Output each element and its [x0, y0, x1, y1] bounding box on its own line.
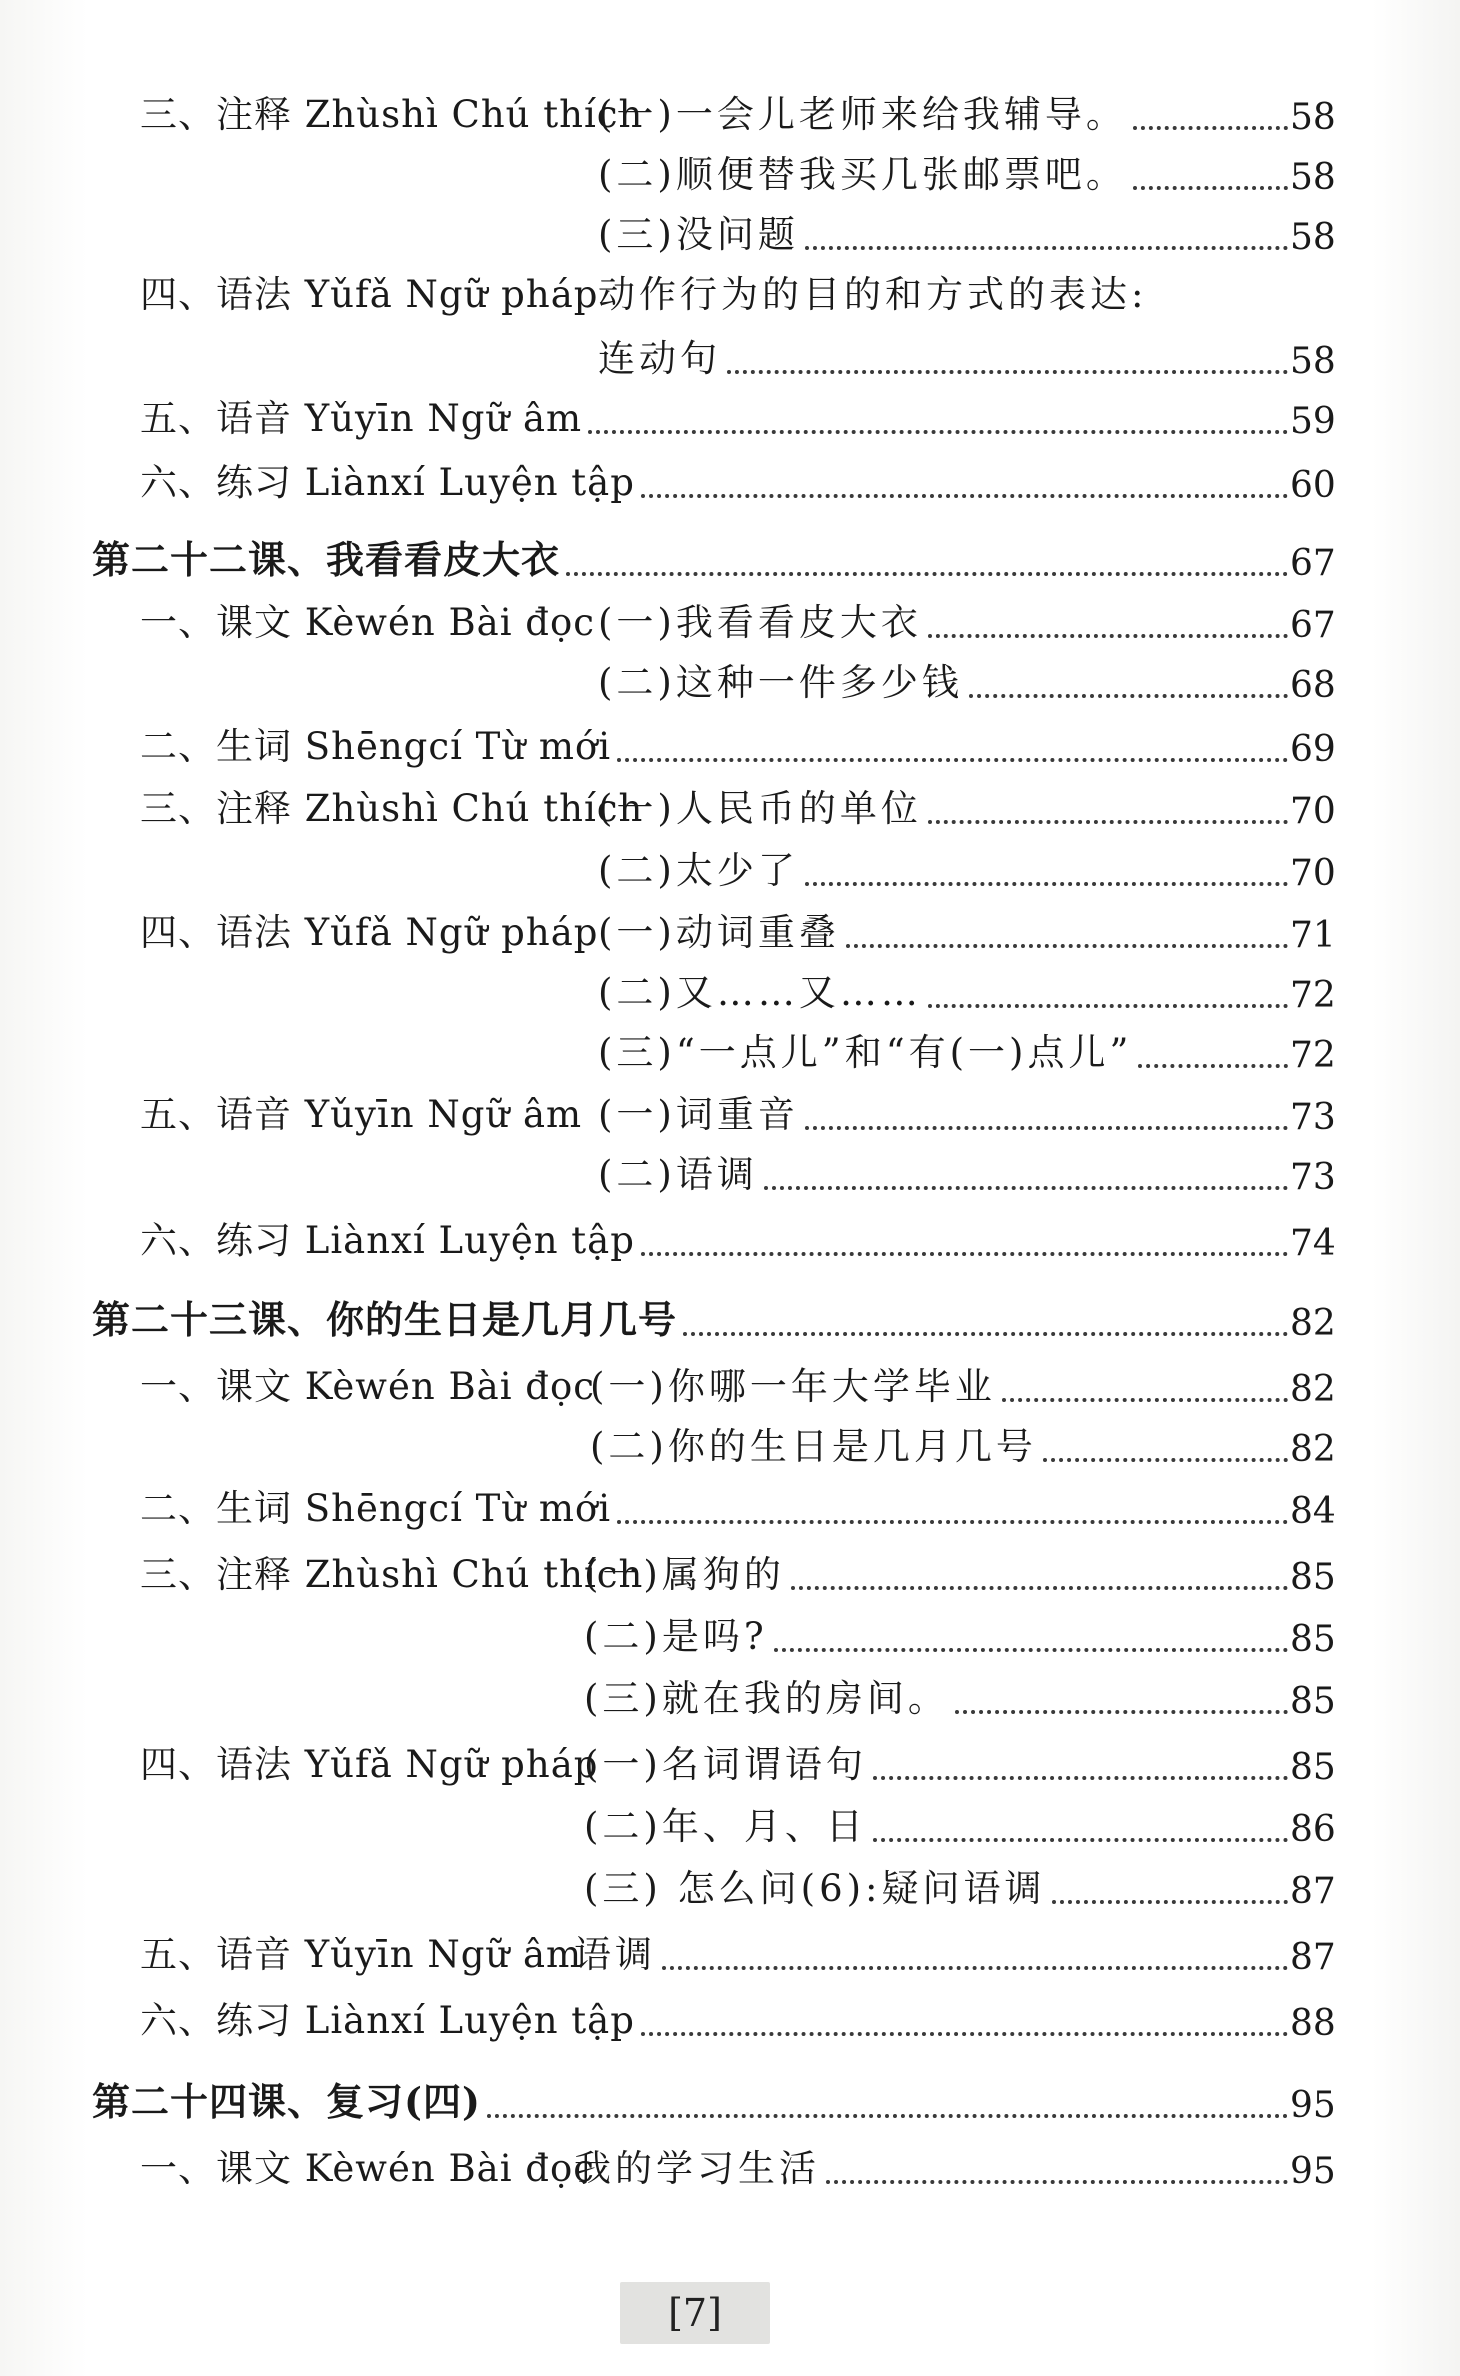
page-ref: 70 — [1290, 791, 1336, 832]
entry-title: (一)名词谓语句 — [584, 1743, 867, 1786]
entry-title: 动作行为的目的和方式的表达: — [598, 273, 1148, 316]
toc-entry-row — [0, 1364, 1460, 1420]
entry-title: (三)就在我的房间。 — [584, 1677, 949, 1720]
toc-entry-row — [0, 1152, 1460, 1208]
toc-entry-row — [0, 2146, 1460, 2202]
page-ref: 59 — [1290, 401, 1336, 442]
section-label: 三、注释 Zhùshì Chú thích — [140, 1553, 644, 1596]
toc-entry-row — [0, 1676, 1460, 1732]
toc-entry-row — [0, 152, 1460, 208]
page-ref: 60 — [1290, 465, 1336, 506]
dot-leader — [641, 494, 1288, 498]
page-ref: 95 — [1290, 2151, 1336, 2192]
entry-title: (二)你的生日是几月几号 — [590, 1425, 1037, 1468]
page-ref: 67 — [1290, 543, 1336, 584]
entry-title: (三)没问题 — [598, 213, 799, 256]
dot-leader — [791, 1586, 1288, 1590]
entry-title: (二)这种一件多少钱 — [598, 661, 963, 704]
page-ref: 69 — [1290, 729, 1336, 770]
dot-leader — [846, 944, 1288, 948]
page-ref: 87 — [1290, 1937, 1336, 1978]
page-ref: 72 — [1290, 975, 1336, 1016]
entry-title: (二)是吗? — [584, 1615, 768, 1658]
dot-leader — [1052, 1900, 1288, 1904]
toc-entry-row — [0, 92, 1460, 148]
toc-entry-row — [0, 1932, 1460, 1988]
page-ref: 58 — [1290, 341, 1336, 382]
dot-leader — [805, 246, 1288, 250]
entry-title: (一)我看看皮大衣 — [598, 601, 922, 644]
page-ref: 85 — [1290, 1681, 1336, 1722]
toc-entry-row — [0, 1804, 1460, 1860]
page-ref: 82 — [1290, 1303, 1336, 1344]
dot-leader — [774, 1648, 1288, 1652]
page-ref: 67 — [1290, 605, 1336, 646]
dot-leader — [928, 634, 1288, 638]
section-label: 二、生词 Shēngcí Từ mới — [140, 725, 612, 768]
toc-entry-row — [0, 970, 1460, 1026]
toc-entry-row — [0, 1486, 1460, 1542]
entry-title: (二)年、月、日 — [584, 1805, 867, 1848]
page-number-footer — [620, 2282, 770, 2344]
page-ref: 70 — [1290, 853, 1336, 894]
section-label: 五、语音 Yǔyīn Ngữ âm — [140, 1093, 583, 1136]
entry-title: (二)又……又…… — [598, 971, 922, 1014]
toc-entry-row — [0, 1030, 1460, 1086]
section-label: 四、语法 Yǔfǎ Ngữ pháp — [140, 1743, 599, 1786]
section-label: 四、语法 Yǔfǎ Ngữ pháp — [140, 911, 599, 954]
dot-leader — [1138, 1064, 1288, 1068]
section-label: 二、生词 Shēngcí Từ mới — [140, 1487, 612, 1530]
page-ref: 58 — [1290, 217, 1336, 258]
page-ref: 68 — [1290, 665, 1336, 706]
page-ref: 73 — [1290, 1157, 1336, 1198]
section-label: 六、练习 Liànxí Luyện tập — [140, 1219, 635, 1262]
toc-entry-row — [0, 1218, 1460, 1274]
toc-lesson-row — [0, 538, 1460, 594]
dot-leader — [928, 1004, 1288, 1008]
toc-lesson-row — [0, 1298, 1460, 1354]
entry-title: (一)词重音 — [598, 1093, 799, 1136]
toc-entry-row — [0, 460, 1460, 516]
entry-title: (一)一会儿老师来给我辅导。 — [598, 93, 1127, 136]
page-ref: 85 — [1290, 1557, 1336, 1598]
dot-leader — [1002, 1398, 1288, 1402]
dot-leader — [617, 1520, 1288, 1524]
dot-leader — [955, 1710, 1288, 1714]
toc-entry-row — [0, 724, 1460, 780]
dot-leader — [969, 694, 1288, 698]
dot-leader — [641, 2032, 1288, 2036]
page-ref: 73 — [1290, 1097, 1336, 1138]
dot-leader — [617, 758, 1288, 762]
entry-title: (三)“一点儿”和“有(一)点儿” — [598, 1031, 1133, 1074]
section-label: 六、练习 Liànxí Luyện tập — [140, 461, 635, 504]
section-label: 六、练习 Liànxí Luyện tập — [140, 1999, 635, 2042]
page-ref: 84 — [1290, 1491, 1336, 1532]
section-label: 一、课文 Kèwén Bài đọc — [140, 2147, 595, 2190]
entry-title: 语调 — [574, 1933, 656, 1976]
toc-entry-row — [0, 910, 1460, 966]
dot-leader — [588, 430, 1288, 434]
toc-entry-row — [0, 1424, 1460, 1480]
entry-title: 连动句 — [598, 337, 721, 380]
entry-title: (一)人民币的单位 — [598, 787, 922, 830]
toc-entry-row — [0, 1092, 1460, 1148]
dot-leader — [1133, 126, 1288, 130]
page-ref: 87 — [1290, 1871, 1336, 1912]
toc-lesson-row — [0, 2080, 1460, 2136]
entry-title: (一)你哪一年大学毕业 — [590, 1365, 996, 1408]
page-ref: 58 — [1290, 157, 1336, 198]
page-ref: 85 — [1290, 1747, 1336, 1788]
dot-leader — [662, 1966, 1288, 1970]
toc-entry-row — [0, 1614, 1460, 1670]
entry-title: (一)属狗的 — [584, 1553, 785, 1596]
toc-entry-row — [0, 1742, 1460, 1798]
dot-leader — [764, 1186, 1288, 1190]
toc-entry-row — [0, 786, 1460, 842]
toc-entry-row — [0, 1998, 1460, 2054]
entry-title: (二)语调 — [598, 1153, 758, 1196]
dot-leader — [826, 2180, 1288, 2184]
dot-leader — [1043, 1458, 1288, 1462]
lesson-title: 第二十二课、我看看皮大衣 — [92, 537, 561, 582]
lesson-title: 第二十四课、复习(四) — [92, 2079, 481, 2124]
dot-leader — [683, 1332, 1288, 1336]
toc-entry-row — [0, 660, 1460, 716]
page-ref: 85 — [1290, 1619, 1336, 1660]
section-label: 五、语音 Yǔyīn Ngữ âm — [140, 1933, 583, 1976]
dot-leader — [805, 882, 1288, 886]
page-ref: 82 — [1290, 1429, 1336, 1470]
dot-leader — [727, 370, 1288, 374]
toc-entry-row — [0, 272, 1460, 328]
section-label: 三、注释 Zhùshì Chú thích — [140, 787, 644, 830]
toc-entry-row — [0, 1866, 1460, 1922]
entry-title: (三) 怎么问(6):疑问语调 — [584, 1867, 1046, 1910]
toc-entry-row — [0, 212, 1460, 268]
section-label: 三、注释 Zhùshì Chú thích — [140, 93, 644, 136]
toc-entry-row — [0, 1552, 1460, 1608]
toc-entry-row — [0, 396, 1460, 452]
entry-title: (二)太少了 — [598, 849, 799, 892]
entry-title: 我的学习生活 — [574, 2147, 820, 2190]
dot-leader — [641, 1252, 1288, 1256]
toc-entry-row — [0, 600, 1460, 656]
page-ref: 88 — [1290, 2003, 1336, 2044]
toc-entry-row — [0, 336, 1460, 392]
page-number: [7] — [668, 2291, 722, 2335]
section-label: 一、课文 Kèwén Bài đọc — [140, 601, 595, 644]
entry-title: (二)顺便替我买几张邮票吧。 — [598, 153, 1127, 196]
dot-leader — [1133, 186, 1288, 190]
page-ref: 74 — [1290, 1223, 1336, 1264]
section-label: 五、语音 Yǔyīn Ngữ âm — [140, 397, 583, 440]
page-ref: 86 — [1290, 1809, 1336, 1850]
toc-entry-row — [0, 848, 1460, 904]
dot-leader — [873, 1838, 1288, 1842]
dot-leader — [873, 1776, 1288, 1780]
dot-leader — [928, 820, 1288, 824]
dot-leader — [566, 572, 1288, 576]
section-label: 四、语法 Yǔfǎ Ngữ pháp — [140, 273, 599, 316]
section-label: 一、课文 Kèwén Bài đọc — [140, 1365, 595, 1408]
dot-leader — [805, 1126, 1288, 1130]
entry-title: (一)动词重叠 — [598, 911, 840, 954]
page-ref: 82 — [1290, 1369, 1336, 1410]
lesson-title: 第二十三课、你的生日是几月几号 — [92, 1297, 678, 1342]
page-ref: 71 — [1290, 915, 1336, 956]
dot-leader — [487, 2114, 1288, 2118]
page-ref: 95 — [1290, 2085, 1336, 2126]
page-ref: 72 — [1290, 1035, 1336, 1076]
page-ref: 58 — [1290, 97, 1336, 138]
